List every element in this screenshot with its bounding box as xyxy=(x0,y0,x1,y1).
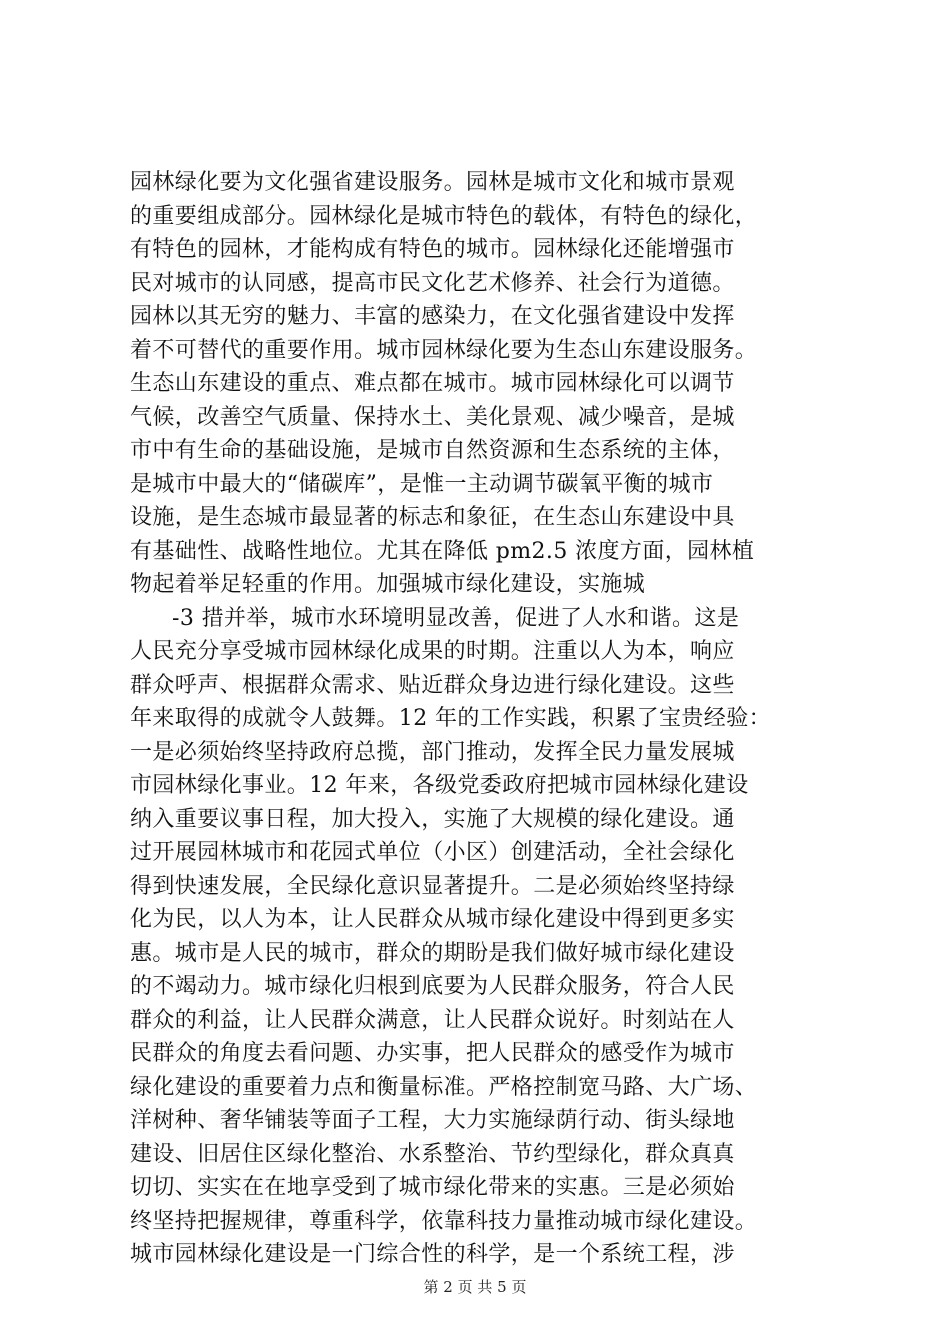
text-line-9: 市中有生命的基础设施，是城市自然资源和生态系统的主体， xyxy=(130,438,735,463)
text-line-2: 的重要组成部分。园林绿化是城市特色的载体，有特色的绿化， xyxy=(130,203,758,229)
text-line-19: 市园林绿化事业。12 年来，各级党委政府把城市园林绿化建设 xyxy=(130,773,749,798)
text-line-14: -3 措并举，城市水环境明显改善，促进了人水和谐。这是 xyxy=(172,605,740,631)
text-line-24: 惠。城市是人民的城市，群众的期盼是我们做好城市绿化建设 xyxy=(130,940,735,966)
text-line-5: 园林以其无穷的魅力、丰富的感染力，在文化强省建设中发挥 xyxy=(130,304,735,329)
text-line-10: 是城市中最大的“储碳库”，是惟一主动调节碳氧平衡的城市 xyxy=(130,471,714,497)
text-line-18: 一是必须始终坚持政府总揽，部门推动，发挥全民力量发展城 xyxy=(130,739,735,765)
text-line-33: 城市园林绿化建设是一门综合性的科学，是一个系统工程，涉 xyxy=(130,1242,735,1267)
text-line-4: 民对城市的认同感，提高市民文化艺术修养、社会行为道德。 xyxy=(130,270,735,296)
text-line-17: 年来取得的成就令人鼓舞。12 年的工作实践，积累了宝贵经验： xyxy=(130,706,771,731)
text-line-32: 终坚持把握规律，尊重科学，依靠科技力量推动城市绿化建设。 xyxy=(130,1208,758,1234)
text-line-30: 建设、旧居住区绿化整治、水系整治、节约型绿化，群众真真 xyxy=(130,1141,735,1167)
text-line-21: 过开展园林城市和花园式单位（小区）创建活动，全社会绿化 xyxy=(130,840,735,865)
text-line-20: 纳入重要议事日程，加大投入，实施了大规模的绿化建设。通 xyxy=(130,806,735,832)
text-line-22: 得到快速发展，全民绿化意识显著提升。二是必须始终坚持绿 xyxy=(130,873,735,899)
text-line-13: 物起着举足轻重的作用。加强城市绿化建设，实施城 xyxy=(130,572,646,597)
text-line-25: 的不竭动力。城市绿化归根到底要为人民群众服务，符合人民 xyxy=(130,974,735,999)
text-line-16: 群众呼声、根据群众需求、贴近群众身边进行绿化建设。这些 xyxy=(130,672,735,698)
text-line-6: 着不可替代的重要作用。城市园林绿化要为生态山东建设服务。 xyxy=(130,337,758,363)
text-line-11: 设施，是生态城市最显著的标志和象征，在生态山东建设中具 xyxy=(130,505,735,530)
text-line-28: 绿化建设的重要着力点和衡量标准。严格控制宽马路、大广场、 xyxy=(130,1074,758,1100)
page-number-label: 第 2 页 共 5 页 xyxy=(423,1278,527,1296)
text-line-15: 人民充分享受城市园林绿化成果的时期。注重以人为本，响应 xyxy=(130,639,735,664)
body-text xyxy=(130,166,830,1272)
page-footer xyxy=(0,1276,950,1297)
text-line-29: 洋树种、奢华铺装等面子工程，大力实施绿荫行动、街头绿地 xyxy=(130,1108,735,1133)
text-line-12: 有基础性、战略性地位。尤其在降低 pm2.5 浓度方面，园林植 xyxy=(130,538,755,564)
text-line-1: 园林绿化要为文化强省建设服务。园林是城市文化和城市景观 xyxy=(130,170,735,195)
text-line-27: 民群众的角度去看问题、办实事，把人民群众的感受作为城市 xyxy=(130,1041,735,1066)
text-line-31: 切切、实实在在地享受到了城市绿化带来的实惠。三是必须始 xyxy=(130,1175,735,1200)
text-line-7: 生态山东建设的重点、难点都在城市。城市园林绿化可以调节 xyxy=(130,371,735,396)
text-line-3: 有特色的园林，才能构成有特色的城市。园林绿化还能增强市 xyxy=(130,237,735,262)
text-line-8: 气候，改善空气质量、保持水土、美化景观、减少噪音，是城 xyxy=(130,404,735,430)
text-line-26: 群众的利益，让人民群众满意，让人民群众说好。时刻站在人 xyxy=(130,1007,735,1033)
text-line-23: 化为民，以人为本，让人民群众从城市绿化建设中得到更多实 xyxy=(130,907,735,932)
